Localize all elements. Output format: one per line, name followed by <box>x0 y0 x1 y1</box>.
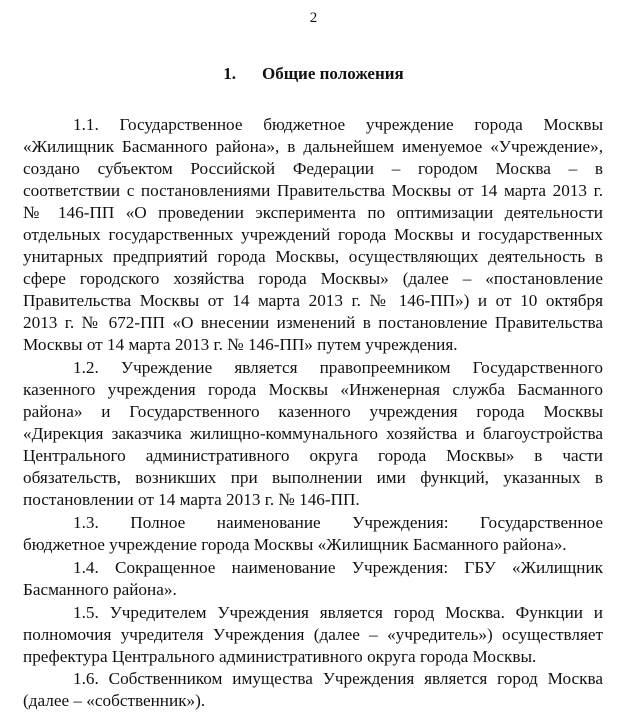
text-line: № 146-ПП «О проведении эксперимента по оптимизации деятельности <box>23 203 603 222</box>
text-line: 1.3. Полное наименование Учреждения: Государственное <box>73 513 603 532</box>
text-line: бюджетное учреждение города Москвы «Жилищник Басманного района». <box>23 535 567 554</box>
text-line: «Дирекция заказчика жилищно-коммунального хозяйства и благоустройства <box>23 424 603 443</box>
text-line: района» и Государственного казенного учреждения города Москвы <box>23 402 603 421</box>
text-line: полномочия учредителя Учреждения (далее – «учредитель») осуществляет <box>23 625 603 644</box>
text-line: обязательств, возникших при выполнении ими функций, указанных в <box>23 468 603 487</box>
text-line: казенного учреждения города Москвы «Инженерная служба Басманного <box>23 380 603 399</box>
text-line: создано субъектом Российской Федерации – городом Москва – в <box>23 159 603 178</box>
text-line: Правительства Москвы от 14 марта 2013 г. № 146-ПП») и от 10 октября <box>23 291 603 310</box>
text-line: 1.1. Государственное бюджетное учреждение города Москвы <box>73 115 603 134</box>
text-line: 1.2. Учреждение является правопреемником Государственного <box>73 358 603 377</box>
text-line: 2013 г. № 672-ПП «О внесении изменений в постановление Правительства <box>23 313 603 332</box>
section-number: 1. <box>223 64 236 83</box>
text-line: префектура Центрального административного округа города Москвы. <box>23 647 537 666</box>
text-line: (далее – «собственник»). <box>23 691 206 710</box>
text-line: сфере городского хозяйства города Москвы» (далее – «постановление <box>23 269 603 288</box>
text-line: отдельных государственных учреждений города Москвы и государственных <box>23 225 603 244</box>
text-line: 1.6. Собственником имущества Учреждения является город Москва <box>73 669 603 688</box>
page-number: 2 <box>309 10 318 26</box>
section-title: Общие положения <box>261 64 404 83</box>
text-line: 1.4. Сокращенное наименование Учреждения: ГБУ «Жилищник <box>73 558 603 577</box>
text-line: унитарных предприятий города Москвы, осуществляющих деятельность в <box>23 247 603 266</box>
text-line: соответствии с постановлениями Правительства Москвы от 14 марта 2013 г. <box>23 181 603 200</box>
text-line: постановлении от 14 марта 2013 г. № 146-ПП. <box>23 490 360 509</box>
text-line: «Жилищник Басманного района», в дальнейшем именуемое «Учреждение», <box>23 137 603 156</box>
text-line: Москвы от 14 марта 2013 г. № 146-ПП» путем учреждения. <box>23 335 458 354</box>
text-line: Басманного района». <box>23 580 177 599</box>
text-line: Центрального административного округа города Москвы» в части <box>23 446 603 465</box>
section-heading <box>0 64 627 84</box>
text-line: 1.5. Учредителем Учреждения является город Москва. Функции и <box>73 603 603 622</box>
